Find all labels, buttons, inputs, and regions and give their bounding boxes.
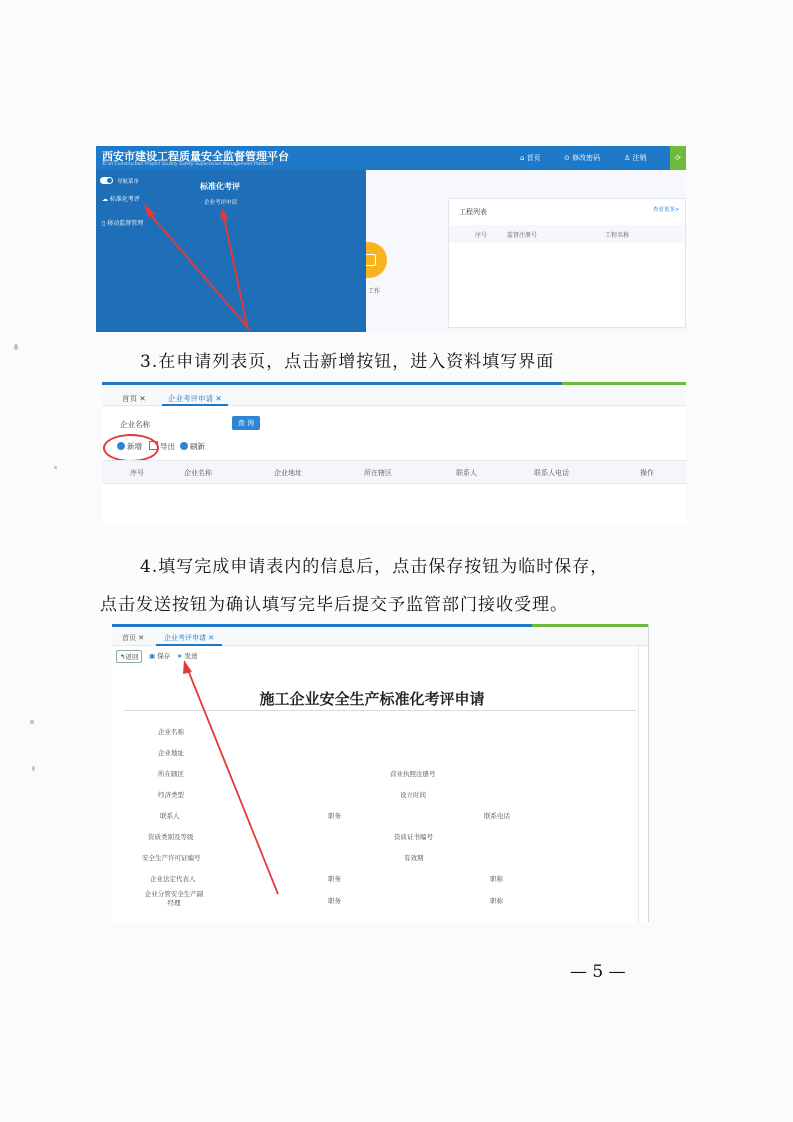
field-contact-phone: 联系电话 xyxy=(484,812,510,820)
tab-enterprise-apply[interactable]: 企业考评申请 ✕ xyxy=(164,634,215,642)
field-district: 所在辖区 xyxy=(158,770,184,778)
platform-subtitle: Xi'an Construction Project Quality Safety Supervision Management Platform xyxy=(102,162,273,167)
arrowhead xyxy=(183,660,192,674)
platform-title: 西安市建设工程质量安全监督管理平台 xyxy=(102,150,289,163)
field-title-2: 职称 xyxy=(490,897,503,905)
col-index: 序号 xyxy=(475,232,488,239)
scan-speck xyxy=(14,344,18,350)
nav-logout[interactable]: ♙ 注销 xyxy=(624,154,647,162)
field-safety-manager: 企业分管安全生产副经理 xyxy=(144,890,204,907)
list-table-header xyxy=(102,460,686,484)
field-contact: 联系人 xyxy=(160,812,180,820)
user-icon: ♙ xyxy=(624,154,633,162)
save-icon: ▣ xyxy=(149,652,158,660)
panel-more-link[interactable]: 查看更多> xyxy=(653,207,680,213)
refresh-icon: ⟳ xyxy=(675,154,681,162)
arrowhead xyxy=(220,208,229,220)
menu-toggle-label: 导航菜单 xyxy=(117,179,140,185)
red-circle-highlight xyxy=(103,434,159,462)
active-tab-indicator xyxy=(162,404,228,406)
field-qualification: 资质类别及等级 xyxy=(148,833,194,841)
save-button[interactable]: ▣ 保存 xyxy=(149,652,171,660)
send-icon: ➤ xyxy=(177,652,185,660)
page-number: — 5 — xyxy=(570,962,626,982)
field-position-2: 职务 xyxy=(328,875,341,883)
cloud-icon: ☁ xyxy=(102,196,110,203)
step4-paragraph-line1: 4.填写完成申请表内的信息后，点击保存按钮为临时保存， xyxy=(140,557,609,577)
field-company-address: 企业地址 xyxy=(158,749,184,757)
lock-icon: ⊙ xyxy=(564,154,573,162)
submenu-title: 标准化考评 xyxy=(200,182,240,191)
menu-item-standardization[interactable]: ☁ 标准化考评 xyxy=(102,196,140,203)
field-qualification-no: 资质证书编号 xyxy=(394,833,433,841)
col-index: 序号 xyxy=(130,469,144,477)
send-button[interactable]: ➤ 发送 xyxy=(177,652,198,660)
red-arrow-toolbar xyxy=(188,670,278,894)
field-title-1: 职称 xyxy=(490,875,503,883)
work-label: 工作 xyxy=(368,288,381,295)
nav-change-password[interactable]: ⊙ 修改密码 xyxy=(564,154,601,162)
annotation-arrows xyxy=(96,146,686,332)
arrowhead xyxy=(144,204,156,217)
step4-paragraph-line2: 点击发送按钮为确认填写完毕后提交予监管部门接收受理。 xyxy=(100,595,568,615)
tab-enterprise-apply[interactable]: 企业考评申请 ✕ xyxy=(168,394,222,403)
col-reg-no: 监督注册号 xyxy=(507,232,538,239)
query-button[interactable]: 查 询 xyxy=(232,416,260,430)
tab-bar xyxy=(102,385,686,406)
scan-speck xyxy=(32,766,35,771)
field-legal-rep: 企业法定代表人 xyxy=(150,875,196,883)
annotation-arrow xyxy=(112,624,648,922)
scan-speck xyxy=(54,466,57,469)
col-company-address: 企业地址 xyxy=(274,469,302,477)
tab-home[interactable]: 首页 ✕ xyxy=(122,634,145,642)
step3-paragraph: 3.在申请列表页，点击新增按钮，进入资料填写界面 xyxy=(140,352,555,372)
screenshot-platform-menu xyxy=(96,146,686,332)
panel-title: 工程列表 xyxy=(459,208,487,216)
col-contact: 联系人 xyxy=(456,469,477,477)
col-project-name: 工程名称 xyxy=(605,232,630,239)
tab-home[interactable]: 首页 ✕ xyxy=(122,394,146,403)
field-founded: 设立时间 xyxy=(400,791,426,799)
phone-icon: ▯ xyxy=(102,220,108,227)
export-button[interactable]: 导出 xyxy=(149,441,175,452)
form-title: 施工企业安全生产标准化考评申请 xyxy=(259,690,485,708)
back-arrow-icon: ↰ xyxy=(120,653,126,661)
home-icon: ⌂ xyxy=(520,154,527,162)
field-valid-period: 有效期 xyxy=(404,854,424,862)
field-company-name: 企业名称 xyxy=(158,728,184,736)
add-button[interactable]: 新增 xyxy=(117,441,142,452)
back-button[interactable]: ↰返回 xyxy=(116,650,142,663)
company-name-label: 企业名称 xyxy=(120,420,150,429)
refresh-button[interactable]: 刷新 xyxy=(180,441,205,452)
screenshot-application-form xyxy=(112,624,649,922)
field-business-license: 营业执照注册号 xyxy=(390,770,436,778)
field-safety-license: 安全生产许可证编号 xyxy=(142,854,201,862)
col-company-name: 企业名称 xyxy=(184,469,212,477)
scan-speck xyxy=(30,720,34,724)
refresh-icon xyxy=(180,442,188,450)
screenshot-application-list xyxy=(102,382,686,524)
submenu-item-apply[interactable]: 企业考评申请 xyxy=(204,200,238,206)
menu-item-mobile-supervision[interactable]: ▯ 移动监督管理 xyxy=(102,220,144,227)
nav-home[interactable]: ⌂ 首页 xyxy=(520,154,541,162)
col-contact-phone: 联系人电话 xyxy=(534,469,569,477)
field-economy-type: 经济类型 xyxy=(158,791,184,799)
col-action: 操作 xyxy=(640,469,654,477)
col-district: 所在辖区 xyxy=(364,469,392,477)
field-position-1: 职务 xyxy=(328,812,341,820)
field-position-3: 职务 xyxy=(328,897,341,905)
